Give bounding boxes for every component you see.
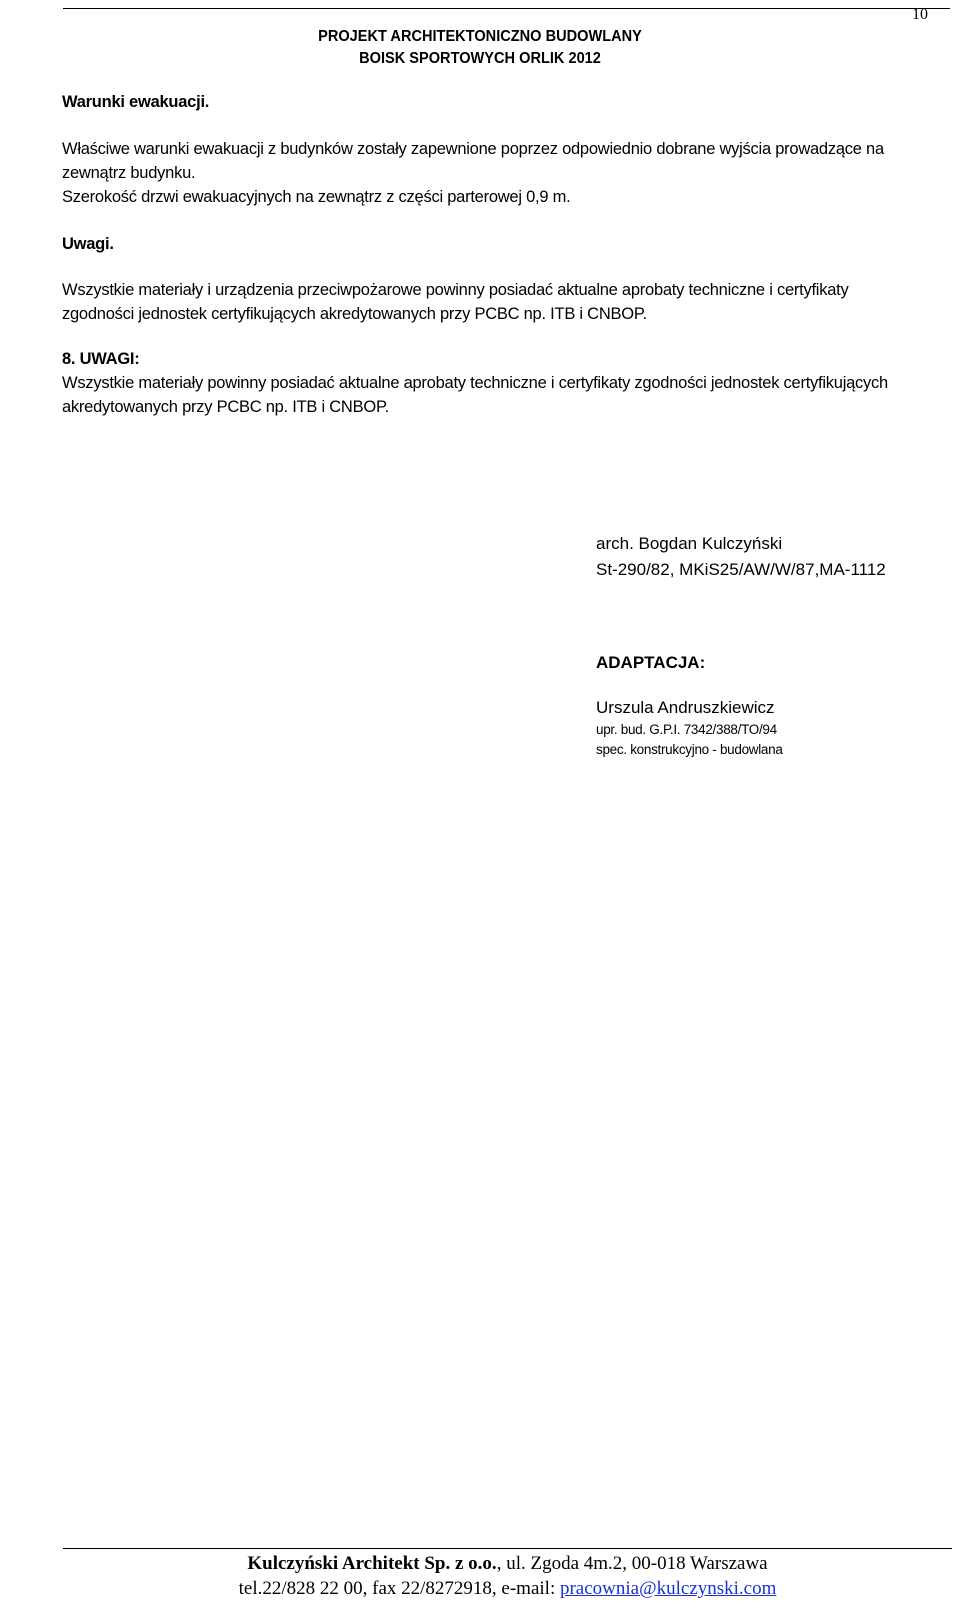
section-8-heading: 8. UWAGI: — [62, 350, 140, 368]
evacuation-line-1: Właściwe warunki ewakuacji z budynków zostały zapewnione poprzez odpowiednio dobrane wyjścia prowadzące na — [62, 140, 884, 158]
evacuation-line-2: zewnątrz budynku. — [62, 164, 196, 182]
adaptation-heading: ADAPTACJA: — [596, 653, 706, 672]
section-8-line-2: akredytowanych przy PCBC np. ITB i CNBOP. — [62, 398, 389, 416]
header-rule — [63, 8, 950, 9]
evacuation-paragraph — [62, 137, 947, 209]
evacuation-heading: Warunki ewakuacji. — [62, 93, 210, 111]
remarks-line-1: Wszystkie materiały i urządzenia przeciwpożarowe powinny posiadać aktualne aprobaty techniczne i certyfikaty — [62, 281, 849, 299]
footer-contact: tel.22/828 22 00, fax 22/8272918, e-mail: — [238, 1578, 560, 1599]
footer-email-link[interactable]: pracownia@kulczynski.com — [559, 1578, 777, 1599]
section-8-line-1: Wszystkie materiały powinny posiadać aktualne aprobaty techniczne i certyfikaty zgodności jednostek certyfikujących — [62, 374, 888, 392]
document-header — [283, 26, 678, 70]
footer-address: , ul. Zgoda 4m.2, 00-018 Warszawa — [496, 1553, 768, 1574]
remarks-paragraph — [62, 278, 947, 326]
remarks-line-2: zgodności jednostek certyfikujących akredytowanych przy PCBC np. ITB i CNBOP. — [62, 305, 647, 323]
footer-company: Kulczyński Architekt Sp. z o.o. — [247, 1553, 497, 1574]
header-line-2: BOISK SPORTOWYCH ORLIK 2012 — [359, 50, 601, 67]
architect-name: arch. Bogdan Kulczyński — [596, 534, 783, 553]
adapter-specialty: spec. konstrukcyjno - budowlana — [596, 742, 783, 757]
footer-line-2 — [63, 1578, 952, 1600]
header-line-1: PROJEKT ARCHITEKTONICZNO BUDOWLANY — [318, 28, 642, 45]
remarks-heading: Uwagi. — [62, 235, 114, 253]
section-8 — [62, 347, 947, 419]
evacuation-line-3: Szerokość drzwi ewakuacyjnych na zewnątrz z części parterowej 0,9 m. — [62, 188, 571, 206]
page-number: 10 — [912, 6, 928, 23]
adapter-licence: upr. bud. G.P.I. 7342/388/TO/94 — [596, 722, 777, 737]
footer-line-1 — [63, 1553, 952, 1575]
adapter-name: Urszula Andruszkiewicz — [596, 698, 775, 717]
architect-licence: St-290/82, MKiS25/AW/W/87,MA-1112 — [596, 560, 886, 579]
footer-rule — [63, 1548, 952, 1549]
